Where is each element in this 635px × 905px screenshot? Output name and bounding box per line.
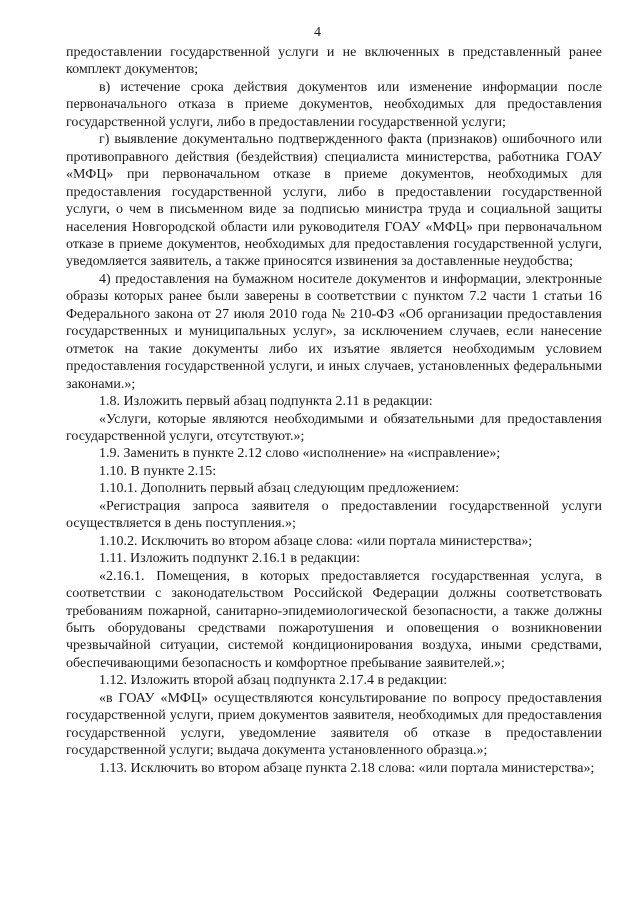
paragraph-continuation: предоставлении государственной услуги и не включенных в представленный ранее комплект документов; xyxy=(66,45,602,78)
paragraph-1-10-2: 1.10.2. Исключить во втором абзаце слова: «или портала министерства»; xyxy=(99,533,533,549)
paragraph-1-8: 1.8. Изложить первый абзац подпункта 2.11 в редакции: xyxy=(99,394,433,410)
paragraph-1-13: 1.13. Исключить во втором абзаце пункта 2.18 слова: «или портала министерства»; xyxy=(99,760,595,776)
paragraph-1-10-1-text: «Регистрация запроса заявителя о предоставлении государственной услуги осуществляется в день поступления.»; xyxy=(66,498,602,532)
page-number: 4 xyxy=(314,25,321,40)
paragraph-item-4: 4) предоставления на бумажном носителе документов и информации, электронные образы которых ранее были заверены в соответствии с пунктом 7.2 части 1 статьи 16 Федерального закона от 27 июля 2010 года № 210-ФЗ «Об организации предоставления государственных и муниципальных услуг», за исключением случаев, если нанесение отметок на такие документы либо их изъятие является необходимым условием предоставления государственной услуги, и иных случаев, установленных федеральными законами.»; xyxy=(66,271,602,392)
paragraph-1-11: 1.11. Изложить подпункт 2.16.1 в редакции: xyxy=(99,551,361,567)
paragraph-1-10: 1.10. В пункте 2.15: xyxy=(99,463,217,479)
paragraph-1-9: 1.9. Заменить в пункте 2.12 слово «исполнение» на «исправление»; xyxy=(99,446,501,462)
paragraph-item-v: в) истечение срока действия документов или изменение информации после первоначального отказа в приеме документов, необходимых для предоставления государственной услуги, либо в предоставлении государственной услуги; xyxy=(66,79,602,130)
paragraph-1-10-1: 1.10.1. Дополнить первый абзац следующим предложением: xyxy=(99,481,459,497)
document-body xyxy=(66,44,602,777)
paragraph-1-8-text: «Услуги, которые являются необходимыми и обязательными для предоставления государственной услуги, отсутствуют.»; xyxy=(66,411,602,444)
paragraph-1-12: 1.12. Изложить второй абзац подпункта 2.17.4 в редакции: xyxy=(99,673,448,689)
paragraph-item-g: г) выявление документально подтвержденного факта (признаков) ошибочного или противоправного действия (бездействия) специалиста министерства, работника ГОАУ «МФЦ» при первоначальном отказе в приеме документов, необходимых для предоставления государственной услуги, либо в предоставлении государственной услуги, о чем в письменном виде за подписью министра труда и социальной защиты населения Новгородской области или руководителя ГОАУ «МФЦ» при первоначальном отказе в приеме документов, необходимых для предоставления государственной услуги, уведомляется заявитель, а также приносятся извинения за доставленные неудобства; xyxy=(66,132,602,270)
paragraph-1-11-text: «2.16.1. Помещения, в которых предоставляется государственная услуга, в соответствии с законодательством Российской Федерации должны соответствовать требованиям пожарной, санитарно-эпидемиологической безопасности, а также должны быть оборудованы средствами пожаротушения и оповещения о возникновении чрезвычайной ситуации, системой кондиционирования воздуха, иными средствами, обеспечивающими безопасность и комфортное пребывание заявителей.»; xyxy=(66,568,602,671)
paragraph-1-12-text: «в ГОАУ «МФЦ» осуществляются консультирование по вопросу предоставления государственной услуги, прием документов заявителя, необходимых для предоставления государственной услуги, уведомление заявителя об отказе в предоставлении государственной услуги; выдача документа установленного образца.»; xyxy=(66,690,602,759)
